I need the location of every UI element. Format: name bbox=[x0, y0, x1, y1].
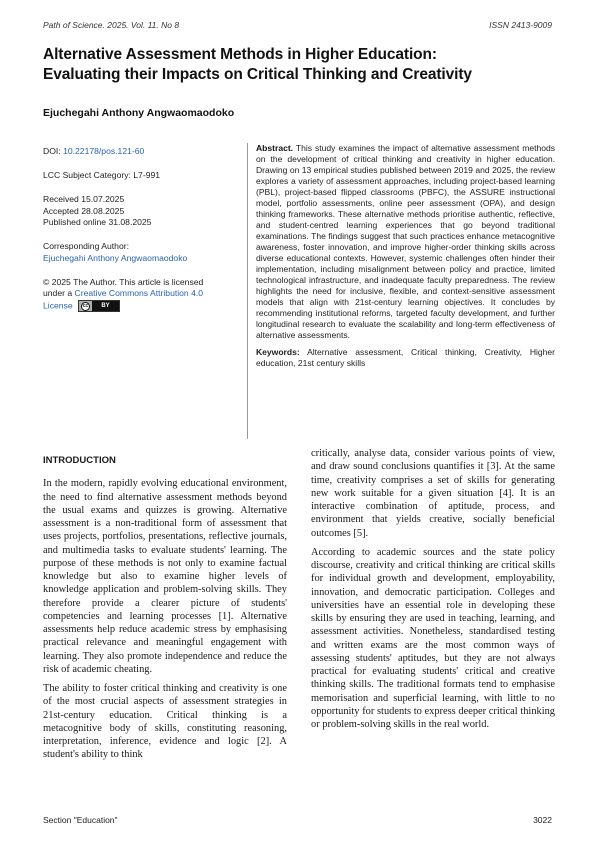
doi-link[interactable]: 10.22178/pos.121-60 bbox=[63, 146, 145, 156]
doi-label: DOI: bbox=[43, 146, 61, 156]
abstract-section bbox=[247, 143, 555, 439]
paragraph: According to academic sources and the state policy discourse, creativity and critical thinking are critical skills for individual growth and development, employability, innovation, and democratic participation. Colleges and universities have an essential role in developing these skills by ensuring they are used in teaching, learning, and assessment activities. Nonetheless, standardised testing and written exams are the most common ways of assessing students' aptitudes, but they are not always practical for evaluating students' critical and creative thinking skills. The traditional formats tend to emphasise memorisation and superficial learning, with little to no opportunity for students to express deeper critical thinking or problem-solving skills in the real world. bbox=[311, 546, 555, 730]
issn-header: ISSN 2413-9009 bbox=[489, 20, 552, 30]
keywords-label: Keywords: bbox=[256, 347, 300, 357]
license-prefix: under a bbox=[43, 288, 75, 298]
keywords bbox=[256, 347, 555, 369]
abstract-label: Abstract. bbox=[256, 143, 294, 153]
title-line-2: Evaluating their Impacts on Critical Thinking and Creativity bbox=[43, 66, 472, 83]
section-heading-introduction: INTRODUCTION bbox=[43, 455, 116, 466]
body-column-left bbox=[43, 452, 287, 768]
corresponding-label: Corresponding Author: bbox=[43, 241, 129, 251]
cc-badge-left: cc bbox=[82, 302, 89, 309]
received-date: Received 15.07.2025 bbox=[43, 194, 125, 204]
page-number: 3022 bbox=[533, 815, 552, 825]
lcc-category: LCC Subject Category: L7-991 bbox=[43, 170, 161, 180]
journal-header: Path of Science. 2025. Vol. 11. No 8 bbox=[43, 20, 180, 30]
cc-badge-right: BY bbox=[92, 301, 119, 311]
paragraph: critically, analyse data, consider various points of view, and draw sound conclusions quantifies it [3]. At the same time, creativity comprises a set of skills for generating new work suitable for a given situation [4]. It is an interactive combination of aptitude, process, and environment that yields creative, socially beneficial outcomes [5]. bbox=[311, 448, 555, 539]
keywords-text: Alternative assessment, Critical thinking, Creativity, Higher education, 21st century skills bbox=[256, 347, 556, 368]
paper-title bbox=[43, 45, 553, 85]
published-date: Published online 31.08.2025 bbox=[43, 217, 152, 227]
license-line-2 bbox=[43, 288, 233, 300]
article-meta bbox=[43, 146, 233, 312]
body-column-right bbox=[311, 447, 555, 737]
license-line-3 bbox=[43, 300, 233, 312]
doi-row bbox=[43, 146, 233, 158]
cc-license-link[interactable]: Creative Commons Attribution 4.0 bbox=[74, 288, 204, 298]
abstract-text: This study examines the impact of alternative assessment methods on the development of critical thinking and creativity in higher education. Drawing on 13 empirical studies published between 2019 and 2025, the review explores a variety of assessment approaches, including project-based learning (PBL), project-based flipped classrooms (PBFC), the ASSURE instructional model, portfolio assessments, online peer assessment (OPA), and design thinking frameworks. These alternative methods prioritise authentic, reflective, and student-centred learning experiences that go beyond traditional examinations. The findings suggest that such practices enhance metacognitive awareness, foster innovation, and improve higher-order thinking skills across diverse educational contexts. However, systemic challenges often hinder their implementation, including misalignment between policy and practice, limited technological infrastructure, and inadequate faculty preparedness. The review highlights the need for inclusive, flexible, and context-sensitive assessment models that align with 21st-century learning objectives. It concludes by recommending institutional reforms, targeted faculty development, and further longitudinal research to evaluate the scalability and long-term effectiveness of alternative assessments. bbox=[256, 143, 555, 340]
paragraph: The ability to foster critical thinking and creativity is one of the most crucial aspects of assessment strategies in 21st-century education. Critical thinking is a metacognitive body of skills, constituting reasoning, interpretation, inference, evidence and logic [2]. A student's ability to think bbox=[43, 683, 287, 761]
cc-by-badge-icon[interactable] bbox=[78, 300, 120, 312]
accepted-date: Accepted 28.08.2025 bbox=[43, 205, 125, 216]
title-line-1: Alternative Assessment Methods in Higher Education: bbox=[43, 46, 437, 63]
footer-section: Section "Education" bbox=[43, 815, 118, 825]
paragraph: In the modern, rapidly evolving educational environment, the need to find alternative assessment methods beyond the usual exams and quizzes is growing. Alternative assessment is a non-traditional form of assessment that uses projects, portfolios, presentations, reflective journals, and multimedia tasks to evaluate students' learning. The purpose of these methods is not only to examine factual knowledge but also to examine higher levels of knowledge application and problem-solving skills. They therefore provide a clearer picture of students' competencies and learning processes [1]. Alternative assessments help reduce academic stress by emphasising practical relevance and meaningful engagement with learning. They also promote independence and reduce the risk of academic cheating. bbox=[43, 478, 287, 675]
author-name: Ejuchegahi Anthony Angwaomaodoko bbox=[43, 107, 235, 119]
corresponding-author-link[interactable]: Ejuchegahi Anthony Angwaomaodoko bbox=[43, 252, 188, 263]
license-line-1: © 2025 The Author. This article is licensed bbox=[43, 276, 204, 287]
abstract bbox=[256, 143, 555, 341]
license-link[interactable]: License bbox=[43, 299, 73, 310]
